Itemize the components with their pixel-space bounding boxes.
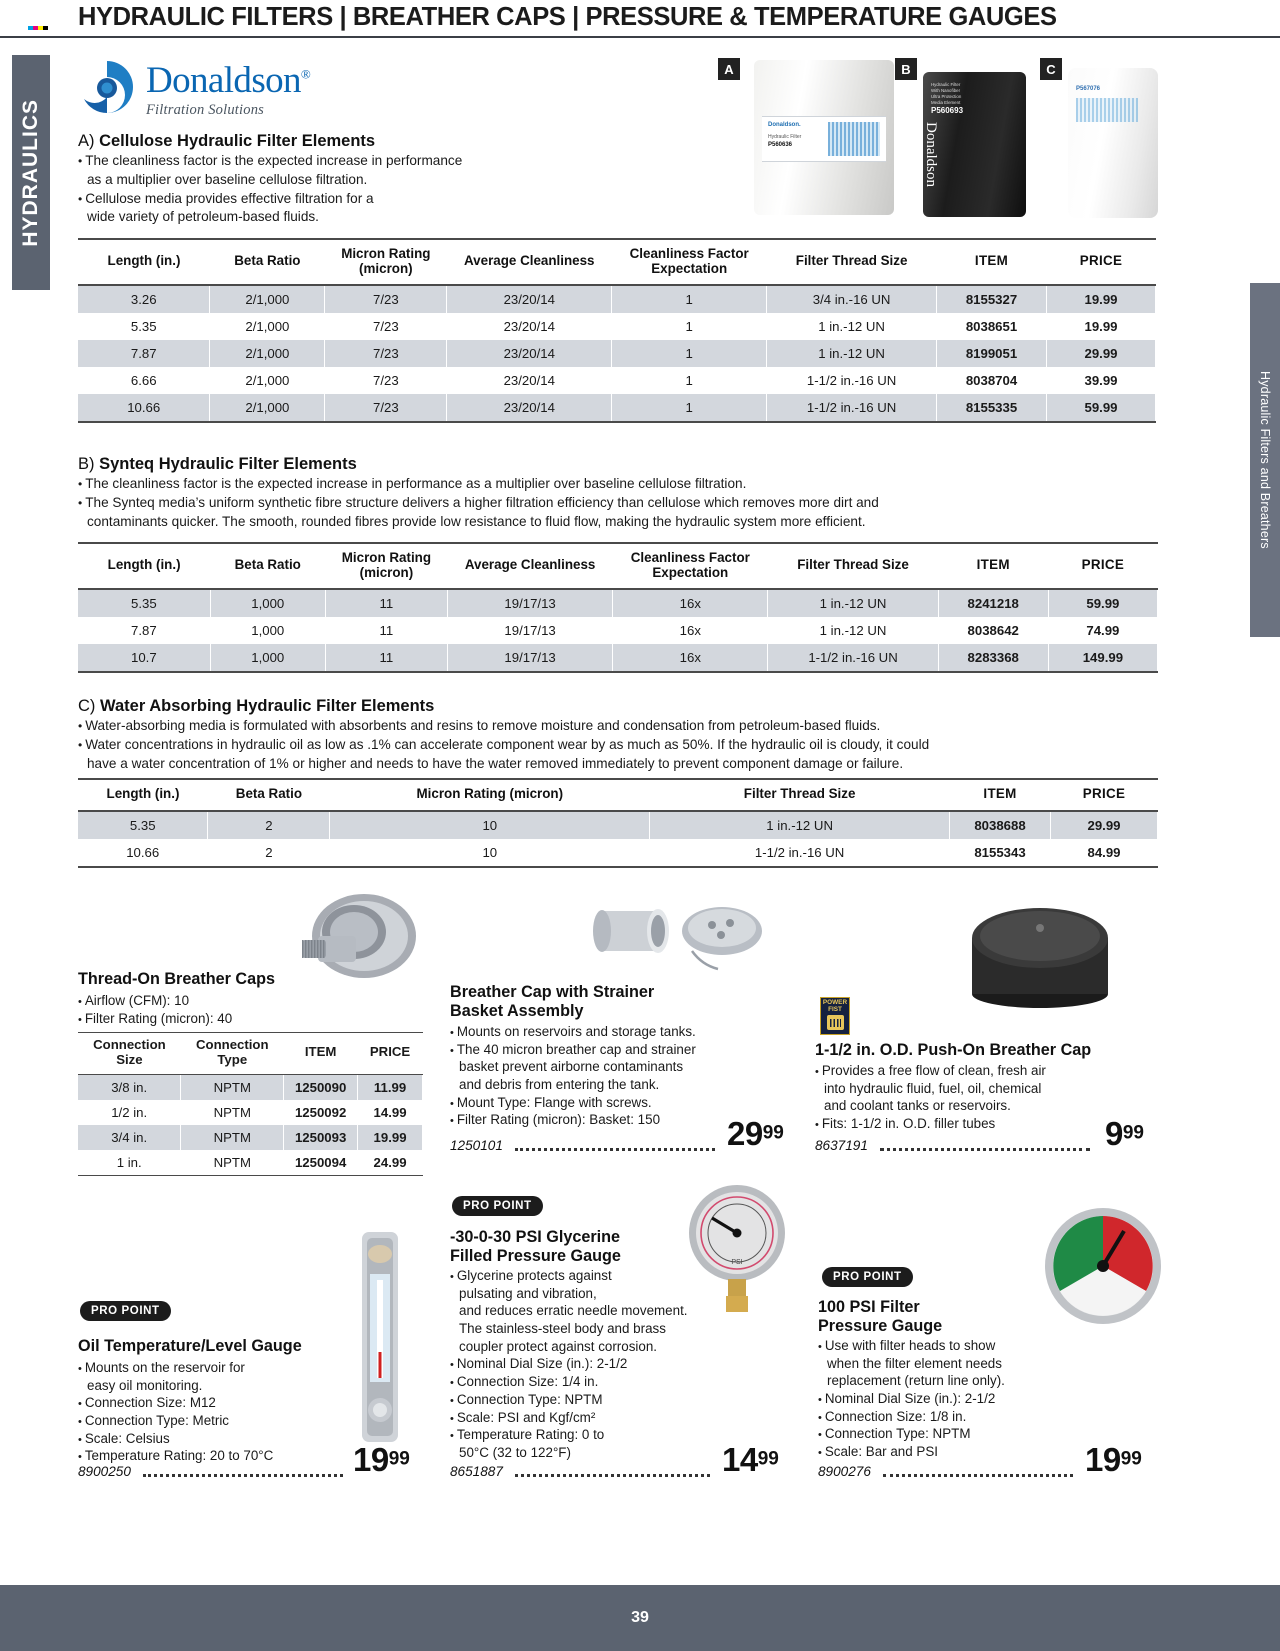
- cell-price: 14.99: [358, 1100, 423, 1125]
- cell-micron: 7/23: [325, 285, 447, 313]
- section-b-heading: [78, 455, 357, 474]
- cell-micron: 11: [325, 617, 447, 644]
- section-a-title: Cellulose Hydraulic Filter Elements: [99, 132, 376, 150]
- cell-item: 8155327: [937, 285, 1047, 313]
- section-a-table-body: [78, 285, 1156, 422]
- col-beta: Beta Ratio: [210, 239, 325, 285]
- section-c-letter: C): [78, 697, 96, 715]
- table-header-row: [78, 779, 1158, 811]
- cell-avg: 23/20/14: [447, 367, 612, 394]
- cell-item: 8038704: [937, 367, 1047, 394]
- price-cents: 99: [388, 1448, 410, 1470]
- cell-factor: 1: [612, 285, 767, 313]
- bullet: • Temperature Rating: 20 to 70°C: [78, 1447, 368, 1465]
- col-avg-clean: Average Cleanliness: [447, 543, 612, 589]
- badge-line-2: FIST: [828, 1005, 842, 1013]
- table-row: [78, 367, 1156, 394]
- bullet: • Mount Type: Flange with screws.: [450, 1094, 760, 1112]
- section-c-heading: [78, 697, 434, 716]
- cell-factor: 1: [612, 313, 767, 340]
- cell-price: 59.99: [1048, 589, 1157, 617]
- cell-factor: 16x: [613, 617, 768, 644]
- leader-dots: [515, 1474, 710, 1477]
- col-micron: Micron Rating (micron): [330, 779, 650, 811]
- bullet-cont: when the filter element needs: [827, 1355, 1002, 1371]
- table-row: [78, 644, 1158, 672]
- bullet-cont: coupler protect against corrosion.: [459, 1338, 657, 1354]
- cell-avg: 23/20/14: [447, 394, 612, 422]
- bullet: • Use with filter heads to show: [818, 1337, 1098, 1355]
- table-row: [78, 394, 1156, 422]
- strainer-basket-sku: 1250101: [450, 1138, 503, 1153]
- thread-on-caps-table: [78, 1032, 423, 1176]
- cell-micron: 7/23: [325, 340, 447, 367]
- bullet: • Nominal Dial Size (in.): 2-1/2: [450, 1355, 760, 1373]
- cell-item: 1250090: [284, 1074, 358, 1100]
- col-item: ITEM: [284, 1033, 358, 1075]
- cell-item: 8038688: [950, 811, 1051, 839]
- col-price: PRICE: [1051, 779, 1158, 811]
- oil-temp-gauge-title: Oil Temperature/Level Gauge: [78, 1337, 302, 1355]
- push-on-cap-title: 1-1/2 in. O.D. Push-On Breather Cap: [815, 1041, 1092, 1059]
- bullet: • Temperature Rating: 0 to: [450, 1426, 760, 1444]
- table-row: [78, 617, 1158, 644]
- table-row: [78, 313, 1156, 340]
- cell-avg: 19/17/13: [447, 644, 612, 672]
- bullet: • Water-absorbing media is formulated with absorbents and resins to remove moisture and condensation from petroleum-based fluids.: [78, 717, 1163, 736]
- callout-badge-b: B: [895, 58, 917, 80]
- bullet: • Connection Type: NPTM: [450, 1391, 760, 1409]
- col-length: Length (in.): [78, 239, 210, 285]
- col-avg-clean: Average Cleanliness: [447, 239, 612, 285]
- section-b-table: [78, 542, 1158, 673]
- cell-thread: 3/4 in.-16 UN: [767, 285, 937, 313]
- section-c-table-body: [78, 811, 1158, 867]
- table-row: [78, 1150, 423, 1176]
- table-row: [78, 1074, 423, 1100]
- section-a-heading: [78, 132, 375, 151]
- section-c-bullets: [78, 717, 1163, 773]
- glycerine-gauge-sku: 8651887: [450, 1464, 503, 1479]
- pro-point-badge-oil-gauge: PRO POINT: [80, 1301, 171, 1321]
- col-item: ITEM: [938, 543, 1048, 589]
- price-cents: 99: [762, 1122, 784, 1144]
- col-micron: Micron Rating (micron): [325, 239, 447, 285]
- bullet: • Cellulose media provides effective filtration for a: [78, 190, 578, 209]
- cell-micron: 11: [325, 644, 447, 672]
- thread-on-caps-table-body: [78, 1074, 423, 1175]
- donaldson-logo: [78, 58, 310, 119]
- sidebar-tab-hydraulics[interactable]: [12, 55, 50, 290]
- cell-price: 59.99: [1047, 394, 1156, 422]
- cell-thread: 1-1/2 in.-16 UN: [767, 394, 937, 422]
- table-header-row: [78, 543, 1158, 589]
- col-price: PRICE: [358, 1033, 423, 1075]
- cell-length: 10.66: [78, 394, 210, 422]
- cell-size: 3/8 in.: [78, 1074, 181, 1100]
- cell-micron: 7/23: [325, 394, 447, 422]
- thread-on-caps-title: Thread-On Breather Caps: [78, 970, 275, 988]
- bullet: • Filter Rating (micron): 40: [78, 1010, 378, 1028]
- cell-price: 19.99: [1047, 313, 1156, 340]
- title-line-1: Breather Cap with Strainer: [450, 983, 655, 1001]
- leader-dots: [883, 1474, 1073, 1477]
- cell-price: 39.99: [1047, 367, 1156, 394]
- product-image-strainer-basket: [592, 893, 802, 988]
- cell-beta: 1,000: [210, 617, 325, 644]
- col-length: Length (in.): [78, 543, 210, 589]
- product-image-water-absorbing-filter: P567076: [1068, 68, 1158, 218]
- bullet-cont: 50°C (32 to 122°F): [459, 1444, 571, 1460]
- bullet: • The Synteq media’s uniform synthetic fibre structure delivers a higher filtration efficiency than cellulose which removes more dirt and: [78, 494, 1158, 513]
- bullet: • Mounts on the reservoir for: [78, 1359, 368, 1377]
- section-a-table: [78, 238, 1156, 423]
- cell-length: 10.66: [78, 839, 208, 867]
- product-image-push-on-cap: [960, 898, 1120, 1013]
- bullet: • Scale: Bar and PSI: [818, 1443, 1098, 1461]
- bullet: • Scale: Celsius: [78, 1430, 368, 1448]
- table-row: [78, 285, 1156, 313]
- page-footer: [0, 1585, 1280, 1651]
- bullet-cont: easy oil monitoring.: [87, 1377, 203, 1393]
- cell-type: NPTM: [181, 1150, 284, 1176]
- cell-price: 24.99: [358, 1150, 423, 1176]
- cell-type: NPTM: [181, 1125, 284, 1150]
- cell-beta: 2: [208, 811, 330, 839]
- bullet-cont: as a multiplier over baseline cellulose filtration.: [87, 171, 368, 187]
- cell-length: 6.66: [78, 367, 210, 394]
- cell-length: 5.35: [78, 811, 208, 839]
- cell-beta: 2: [208, 839, 330, 867]
- cell-micron: 7/23: [325, 313, 447, 340]
- cell-beta: 1,000: [210, 589, 325, 617]
- table-header-row: [78, 1033, 423, 1075]
- bullet-cont: replacement (return line only).: [827, 1373, 1005, 1389]
- push-on-cap-sku: 8637191: [815, 1138, 868, 1153]
- glycerine-gauge-bullets: [450, 1267, 760, 1462]
- cell-micron: 11: [325, 589, 447, 617]
- bullet-cont: into hydraulic fluid, fuel, oil, chemical: [824, 1080, 1042, 1096]
- page-title: HYDRAULIC FILTERS | BREATHER CAPS | PRESSURE & TEMPERATURE GAUGES: [78, 3, 1057, 31]
- filter-pressure-gauge-title: [818, 1298, 1068, 1336]
- cell-micron: 10: [330, 811, 650, 839]
- price-dollars: 29: [727, 1115, 763, 1152]
- push-on-cap-bullets: [815, 1062, 1115, 1133]
- bullet: • Connection Type: Metric: [78, 1412, 368, 1430]
- price-dollars: 9: [1105, 1115, 1123, 1152]
- section-a-bullets: [78, 152, 578, 227]
- section-b-table-body: [78, 589, 1158, 672]
- leader-dots: [143, 1474, 343, 1477]
- callout-badge-a: A: [718, 58, 740, 80]
- cell-beta: 1,000: [210, 644, 325, 672]
- filter-pressure-gauge-price: [1085, 1443, 1142, 1476]
- oil-temp-gauge-bullets: [78, 1359, 368, 1465]
- price-dollars: 19: [353, 1441, 389, 1478]
- callout-badge-c: C: [1040, 58, 1062, 80]
- cell-beta: 2/1,000: [210, 367, 325, 394]
- glycerine-gauge-price: [722, 1443, 779, 1476]
- col-item: ITEM: [937, 239, 1047, 285]
- bullet: • Water concentrations in hydraulic oil as low as .1% can accelerate component wear by as much as 50%. If the hydraulic oil is cloudy, it could: [78, 736, 1163, 755]
- cell-length: 10.7: [78, 644, 210, 672]
- bullet: • The 40 micron breather cap and strainer: [450, 1041, 760, 1059]
- bullet: • Connection Type: NPTM: [818, 1425, 1098, 1443]
- price-cents: 99: [1120, 1448, 1142, 1470]
- bullet-cont: and reduces erratic needle movement.: [459, 1303, 688, 1319]
- bullet-cont: basket prevent airborne contaminants: [459, 1059, 684, 1075]
- col-connection-type: Connection Type: [181, 1033, 284, 1075]
- bullet: • Glycerine protects against: [450, 1267, 760, 1285]
- cell-thread: 1 in.-12 UN: [650, 811, 950, 839]
- cell-factor: 1: [612, 340, 767, 367]
- col-thread: Filter Thread Size: [767, 239, 937, 285]
- cell-price: 149.99: [1048, 644, 1157, 672]
- cell-thread: 1-1/2 in.-16 UN: [650, 839, 950, 867]
- table-row: [78, 589, 1158, 617]
- bullet: • The cleanliness factor is the expected increase in performance as a multiplier over baseline cellulose filtration.: [78, 475, 1158, 494]
- cell-thread: 1 in.-12 UN: [767, 313, 937, 340]
- bullet: • The cleanliness factor is the expected increase in performance: [78, 152, 578, 171]
- section-c-table: [78, 778, 1158, 868]
- cell-item: 8241218: [938, 589, 1048, 617]
- col-clean-factor: Cleanliness Factor Expectation: [613, 543, 768, 589]
- bullet: • Mounts on reservoirs and storage tanks.: [450, 1023, 760, 1041]
- leader-dots: [880, 1148, 1090, 1151]
- registered-mark: ®: [300, 66, 311, 82]
- cell-micron: 7/23: [325, 367, 447, 394]
- cell-beta: 2/1,000: [210, 313, 325, 340]
- cell-type: NPTM: [181, 1074, 284, 1100]
- col-price: PRICE: [1048, 543, 1157, 589]
- cell-avg: 23/20/14: [447, 285, 612, 313]
- bullet-cont: The stainless-steel body and brass: [459, 1321, 666, 1337]
- col-thread: Filter Thread Size: [768, 543, 938, 589]
- registration-marks: [28, 26, 48, 30]
- strainer-basket-price: [727, 1117, 784, 1150]
- cell-price: 29.99: [1051, 811, 1158, 839]
- cell-item: 8155335: [937, 394, 1047, 422]
- product-image-synteq-filter: Hydraulic Filter With Nanofiber Ultra Protection Media Element P560693 Donaldson: [923, 72, 1026, 217]
- cell-micron: 10: [330, 839, 650, 867]
- page-number: 39: [631, 1609, 649, 1626]
- pro-point-badge-glycerine-gauge: PRO POINT: [452, 1196, 543, 1216]
- cell-type: NPTM: [181, 1100, 284, 1125]
- section-b-title: Synteq Hydraulic Filter Elements: [99, 455, 357, 473]
- bullet-cont: and debris from entering the tank.: [459, 1077, 660, 1093]
- cell-thread: 1-1/2 in.-16 UN: [767, 367, 937, 394]
- cell-beta: 2/1,000: [210, 285, 325, 313]
- donaldson-mark-icon: [78, 58, 136, 116]
- fist-icon: [827, 1015, 844, 1030]
- cell-avg: 19/17/13: [447, 589, 612, 617]
- title-line-2: Basket Assembly: [450, 1001, 584, 1020]
- table-header-row: [78, 239, 1156, 285]
- title-line-1: -30-0-30 PSI Glycerine: [450, 1228, 621, 1246]
- price-dollars: 14: [722, 1441, 758, 1478]
- table-row: [78, 1125, 423, 1150]
- bullet-cont: contaminants quicker. The smooth, rounded fibres provide low resistance to fluid flow, making the hydraulic system more efficient.: [87, 513, 866, 529]
- col-thread: Filter Thread Size: [650, 779, 950, 811]
- cell-item: 8155343: [950, 839, 1051, 867]
- cell-beta: 2/1,000: [210, 394, 325, 422]
- cell-beta: 2/1,000: [210, 340, 325, 367]
- table-row: [78, 839, 1158, 867]
- col-beta: Beta Ratio: [208, 779, 330, 811]
- bullet-cont: and coolant tanks or reservoirs.: [824, 1098, 1011, 1114]
- cell-length: 5.35: [78, 589, 210, 617]
- cell-factor: 16x: [613, 644, 768, 672]
- cell-factor: 1: [612, 394, 767, 422]
- title-line-2: Filled Pressure Gauge: [450, 1246, 621, 1265]
- table-row: [78, 811, 1158, 839]
- cell-length: 3.26: [78, 285, 210, 313]
- power-fist-badge-icon: [820, 997, 850, 1035]
- oil-temp-gauge-sku: 8900250: [78, 1464, 131, 1479]
- cell-thread: 1-1/2 in.-16 UN: [768, 644, 938, 672]
- col-price: PRICE: [1047, 239, 1156, 285]
- cell-size: 3/4 in.: [78, 1125, 181, 1150]
- cell-price: 84.99: [1051, 839, 1158, 867]
- badge-line-1: POWER: [822, 999, 848, 1006]
- cell-avg: 23/20/14: [447, 340, 612, 367]
- sidebar-tab-label: HYDRAULICS: [19, 98, 42, 247]
- table-row: [78, 1100, 423, 1125]
- price-cents: 99: [757, 1448, 779, 1470]
- bullet: • Scale: PSI and Kgf/cm²: [450, 1409, 760, 1427]
- title-line-1: 100 PSI Filter: [818, 1298, 920, 1316]
- product-image-cellulose-filter: Donaldson. Hydraulic Filter P560636: [754, 60, 894, 215]
- cell-thread: 1 in.-12 UN: [768, 589, 938, 617]
- cell-thread: 1 in.-12 UN: [768, 617, 938, 644]
- bullet-cont: wide variety of petroleum-based fluids.: [87, 209, 319, 225]
- cell-price: 19.99: [358, 1125, 423, 1150]
- strainer-basket-bullets: [450, 1023, 760, 1129]
- cell-item: 8283368: [938, 644, 1048, 672]
- filter-pressure-gauge-bullets: [818, 1337, 1098, 1461]
- col-clean-factor: Cleanliness Factor Expectation: [612, 239, 767, 285]
- bullet: • Connection Size: 1/8 in.: [818, 1408, 1098, 1426]
- bullet: • Filter Rating (micron): Basket: 150: [450, 1111, 760, 1129]
- price-cents: 99: [1122, 1122, 1144, 1144]
- push-on-cap-price: [1105, 1117, 1144, 1150]
- section-a-letter: A): [78, 132, 95, 150]
- cell-length: 7.87: [78, 617, 210, 644]
- cell-item: 1250092: [284, 1100, 358, 1125]
- cell-price: 74.99: [1048, 617, 1157, 644]
- leader-dots: [515, 1148, 715, 1151]
- cell-item: 1250093: [284, 1125, 358, 1150]
- section-b-bullets: [78, 475, 1158, 531]
- cell-thread: 1 in.-12 UN: [767, 340, 937, 367]
- brand-name: Donaldson®: [146, 60, 311, 101]
- bullet: • Connection Size: M12: [78, 1394, 368, 1412]
- cell-price: 29.99: [1047, 340, 1156, 367]
- cell-factor: 1: [612, 367, 767, 394]
- col-connection-size: Connection Size: [78, 1033, 181, 1075]
- table-row: [78, 340, 1156, 367]
- price-dollars: 19: [1085, 1441, 1121, 1478]
- cell-size: 1 in.: [78, 1150, 181, 1176]
- brand-tagline: Filtration Solutions: [146, 102, 264, 118]
- sidebar-tab-right-label: Hydraulic Filters and Breathers: [1258, 371, 1272, 549]
- cell-item: 1250094: [284, 1150, 358, 1176]
- bullet: • Connection Size: 1/4 in.: [450, 1373, 760, 1391]
- oil-temp-gauge-price: [353, 1443, 410, 1476]
- bullet-cont: have a water concentration of 1% or higher and needs to have the water removed immediately to prevent component damage or failure.: [87, 755, 904, 771]
- pro-point-badge-filter-gauge: PRO POINT: [822, 1267, 913, 1287]
- sidebar-tab-filters-breathers[interactable]: [1250, 283, 1280, 637]
- cell-price: 11.99: [358, 1074, 423, 1100]
- col-beta: Beta Ratio: [210, 543, 325, 589]
- col-item: ITEM: [950, 779, 1051, 811]
- glycerine-gauge-title: [450, 1228, 710, 1266]
- bullet: • Provides a free flow of clean, fresh air: [815, 1062, 1115, 1080]
- svg-text:PSI: PSI: [731, 1259, 743, 1266]
- cell-length: 7.87: [78, 340, 210, 367]
- cell-factor: 16x: [613, 589, 768, 617]
- bullet: • Nominal Dial Size (in.): 2-1/2: [818, 1390, 1098, 1408]
- title-line-2: Pressure Gauge: [818, 1316, 943, 1335]
- section-b-letter: B): [78, 455, 95, 473]
- cell-item: 8038642: [938, 617, 1048, 644]
- cell-item: 8199051: [937, 340, 1047, 367]
- section-c-title: Water Absorbing Hydraulic Filter Elements: [100, 697, 435, 715]
- cell-length: 5.35: [78, 313, 210, 340]
- product-photo-strip: [718, 50, 1173, 230]
- col-length: Length (in.): [78, 779, 208, 811]
- bullet: • Fits: 1-1/2 in. O.D. filler tubes: [815, 1115, 1115, 1133]
- cell-price: 19.99: [1047, 285, 1156, 313]
- product-image-thread-on-cap: [296, 890, 441, 995]
- cell-size: 1/2 in.: [78, 1100, 181, 1125]
- cell-avg: 19/17/13: [447, 617, 612, 644]
- cell-item: 8038651: [937, 313, 1047, 340]
- bullet-cont: pulsating and vibration,: [459, 1285, 597, 1301]
- bullet: • Airflow (CFM): 10: [78, 992, 378, 1010]
- col-micron: Micron Rating (micron): [325, 543, 447, 589]
- filter-pressure-gauge-sku: 8900276: [818, 1464, 871, 1479]
- thread-on-caps-bullets: [78, 992, 378, 1027]
- cell-avg: 23/20/14: [447, 313, 612, 340]
- strainer-basket-title: [450, 983, 720, 1021]
